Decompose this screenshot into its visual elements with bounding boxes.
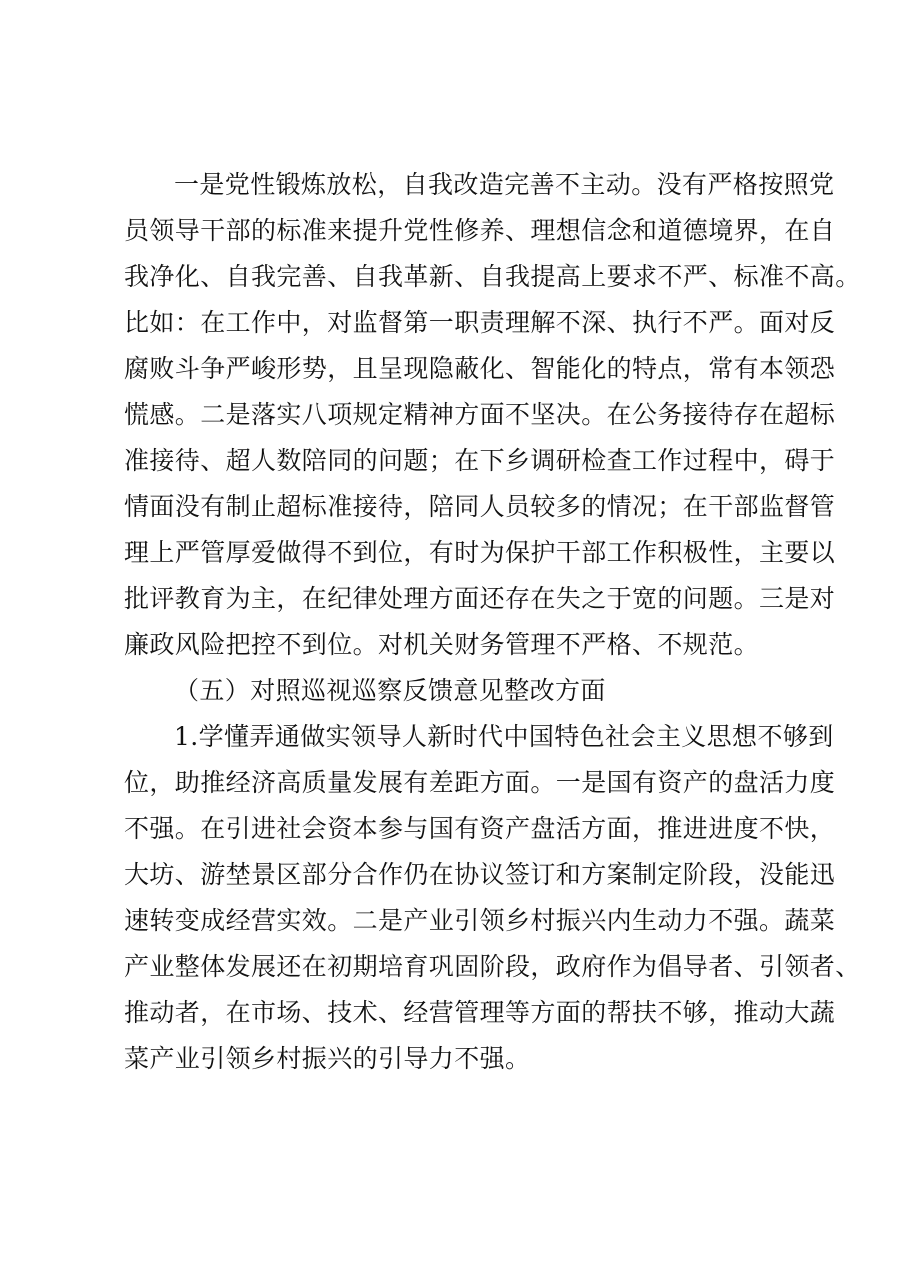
paragraph-1-line-4: 比如：在工作中，对监督第一职责理解不深、执行不严。面对反 [124,308,836,337]
paragraph-2-line-1: 1.学懂弄通做实领导人新时代中国特色社会主义思想不够到 [174,722,834,751]
section-heading: （五）对照巡视巡察反馈意见整改方面 [174,676,606,705]
paragraph-2-line-5: 速转变成经营实效。二是产业引领乡村振兴内生动力不强。蔬菜 [124,906,836,935]
paragraph-1-line-3: 我净化、自我完善、自我革新、自我提高上要求不严、标准不高。 [124,262,861,291]
paragraph-1-line-7: 准接待、超人数陪同的问题；在下乡调研检查工作过程中，碍于 [124,446,836,475]
paragraph-1-line-9: 理上严管厚爱做得不到位，有时为保护干部工作积极性，主要以 [124,538,836,567]
paragraph-1-line-2: 员领导干部的标准来提升党性修养、理想信念和道德境界，在自 [124,216,836,245]
paragraph-1-line-6: 慌感。二是落实八项规定精神方面不坚决。在公务接待存在超标 [124,400,836,429]
paragraph-2-line-2: 位，助推经济高质量发展有差距方面。一是国有资产的盘活力度 [124,768,836,797]
paragraph-1-line-1: 一是党性锻炼放松，自我改造完善不主动。没有严格按照党 [174,170,835,199]
paragraph-2-line-6: 产业整体发展还在初期培育巩固阶段，政府作为倡导者、引领者、 [124,952,861,981]
paragraph-2-line-3: 不强。在引进社会资本参与国有资产盘活方面，推进进度不快， [124,814,836,843]
paragraph-2-line-4: 大坊、游埜景区部分合作仍在协议签订和方案制定阶段，没能迅 [124,860,836,889]
paragraph-2-line-8: 菜产业引领乡村振兴的引导力不强。 [124,1044,531,1073]
paragraph-1-line-5: 腐败斗争严峻形势，且呈现隐蔽化、智能化的特点，常有本领恐 [124,354,836,383]
paragraph-1-line-11: 廉政风险把控不到位。对机关财务管理不严格、不规范。 [124,630,760,659]
paragraph-2-line-7: 推动者，在市场、技术、经营管理等方面的帮扶不够，推动大蔬 [124,998,836,1027]
paragraph-1-line-8: 情面没有制止超标准接待，陪同人员较多的情况；在干部监督管 [124,492,836,521]
paragraph-1-line-10: 批评教育为主，在纪律处理方面还存在失之于宽的问题。三是对 [124,584,836,613]
